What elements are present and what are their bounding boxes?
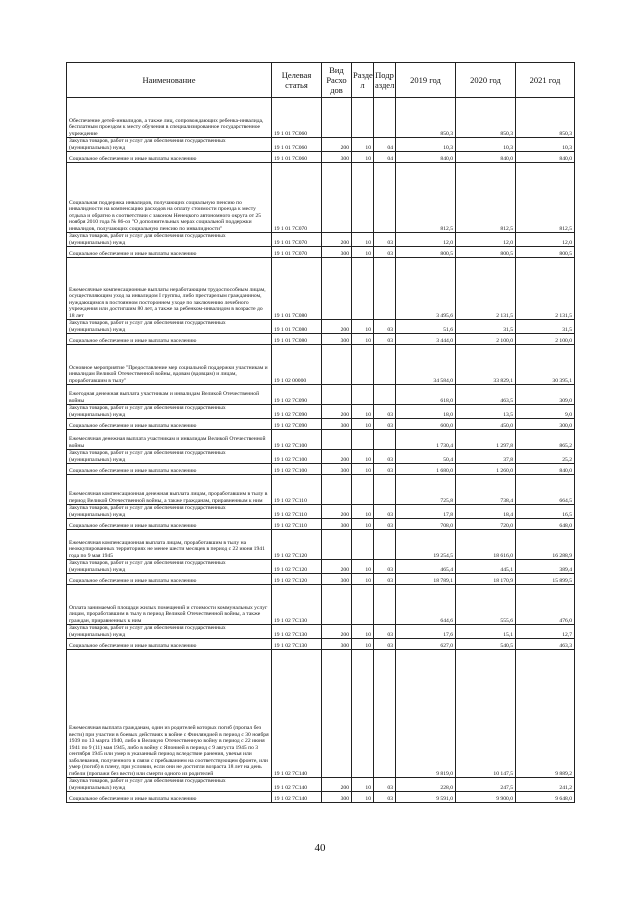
row-name: Закупка товаров, работ и услуг для обеспечения государственных (муниципальных) нужд — [67, 138, 272, 152]
row-type — [322, 385, 352, 405]
row-name: Социальное обеспечение и иные выплаты населению — [67, 334, 272, 345]
row-name: Ежемесячная компенсационная денежная выплата лицам, проработавшим в тылу в период Великой Отечественной войны, а также гражданам, приравненным к ним — [67, 475, 272, 505]
row-2019: 465,4 — [396, 560, 456, 574]
table-row — [67, 530, 575, 560]
row-2020: 15,1 — [456, 625, 516, 639]
row-type — [322, 585, 352, 625]
row-subsection: 03 — [374, 639, 396, 650]
row-target: 19 1 01 7С080 — [272, 258, 322, 320]
row-target: 19 1 02 7С090 — [272, 419, 322, 430]
row-target: 19 1 02 7С110 — [272, 475, 322, 505]
row-2020: 10,3 — [456, 138, 516, 152]
row-2021: 2 100,0 — [516, 334, 575, 345]
row-2021: 16 288,9 — [516, 530, 575, 560]
row-2020: 1 260,0 — [456, 464, 516, 475]
row-name: Ежемесячная компенсационная выплата лицам, проработавшим в тылу на неоккупированных территориях не менее шести месяцев в период с 22 июня 1941 года по 9 мая 1945 — [67, 530, 272, 560]
table-row — [67, 475, 575, 505]
row-2021: 812,5 — [516, 163, 575, 233]
row-subsection — [374, 385, 396, 405]
row-2020: 18 616,0 — [456, 530, 516, 560]
row-2019: 18,0 — [396, 405, 456, 419]
row-2019: 1 730,4 — [396, 430, 456, 450]
row-2021: 476,0 — [516, 585, 575, 625]
row-subsection: 04 — [374, 152, 396, 163]
table-row — [67, 778, 575, 792]
row-target: 19 1 01 7С080 — [272, 334, 322, 345]
row-2020: 33 829,1 — [456, 345, 516, 385]
row-2020: 13,5 — [456, 405, 516, 419]
row-section: 10 — [352, 505, 374, 519]
row-2020: 37,8 — [456, 450, 516, 464]
row-target: 19 1 02 7С140 — [272, 650, 322, 778]
row-subsection: 03 — [374, 419, 396, 430]
row-type — [322, 530, 352, 560]
row-subsection: 03 — [374, 450, 396, 464]
budget-table — [66, 62, 575, 803]
row-target: 19 1 02 7С130 — [272, 625, 322, 639]
row-name: Социальное обеспечение и иные выплаты населению — [67, 419, 272, 430]
row-2020: 9 900,0 — [456, 792, 516, 803]
row-2019: 34 584,0 — [396, 345, 456, 385]
table-row — [67, 639, 575, 650]
row-subsection: 03 — [374, 247, 396, 258]
row-name: Закупка товаров, работ и услуг для обеспечения государственных (муниципальных) нужд — [67, 505, 272, 519]
row-2020: 2 100,0 — [456, 334, 516, 345]
row-2020: 445,1 — [456, 560, 516, 574]
row-2020: 738,4 — [456, 475, 516, 505]
row-section: 10 — [352, 625, 374, 639]
col-header-name: Наименование — [67, 63, 272, 98]
row-subsection — [374, 475, 396, 505]
row-section: 10 — [352, 405, 374, 419]
row-name: Социальное обеспечение и иные выплаты населению — [67, 792, 272, 803]
row-name: Основное мероприятие "Предоставление мер социальной поддержки участникам и инвалидам Великой Отечественной войны, вдовам (вдовцам) и лицам, проработавшим в тылу" — [67, 345, 272, 385]
row-section — [352, 258, 374, 320]
row-2019: 600,0 — [396, 419, 456, 430]
row-section — [352, 530, 374, 560]
row-section — [352, 163, 374, 233]
row-2021: 850,3 — [516, 98, 575, 138]
row-section: 10 — [352, 574, 374, 585]
row-target: 19 1 01 7С060 — [272, 138, 322, 152]
row-2021: 241,2 — [516, 778, 575, 792]
row-target: 19 1 02 7С120 — [272, 530, 322, 560]
row-2021: 300,0 — [516, 419, 575, 430]
table-row — [67, 430, 575, 450]
row-2020: 800,5 — [456, 247, 516, 258]
row-subsection: 03 — [374, 519, 396, 530]
row-section: 10 — [352, 334, 374, 345]
row-section — [352, 430, 374, 450]
row-2020: 247,5 — [456, 778, 516, 792]
row-2019: 3 495,6 — [396, 258, 456, 320]
row-subsection — [374, 258, 396, 320]
row-2021: 800,5 — [516, 247, 575, 258]
col-header-2021: 2021 год — [516, 63, 575, 98]
row-target: 19 1 02 7С140 — [272, 792, 322, 803]
row-2019: 840,0 — [396, 152, 456, 163]
row-target: 19 1 02 7С100 — [272, 450, 322, 464]
row-section: 10 — [352, 450, 374, 464]
row-2021: 865,2 — [516, 430, 575, 450]
row-name: Закупка товаров, работ и услуг для обеспечения государственных (муниципальных) нужд — [67, 625, 272, 639]
table-row — [67, 320, 575, 334]
row-name: Ежемесячные компенсационные выплаты неработающим трудоспособным лицам, осуществляющим уход за инвалидом I группы, либо престарелым гражданином, нуждающимся в постоянном постороннем уходе по заключению лечебного учреждения или достигшим 80 лет, а также за ребенком-инвалидом в возрасте до 18 лет — [67, 258, 272, 320]
row-2021: 31,5 — [516, 320, 575, 334]
table-header-row — [67, 63, 575, 98]
row-target: 19 1 01 7С060 — [272, 98, 322, 138]
row-subsection: 03 — [374, 574, 396, 585]
row-subsection: 03 — [374, 505, 396, 519]
col-header-2020: 2020 год — [456, 63, 516, 98]
row-2019: 50,4 — [396, 450, 456, 464]
row-name: Оплата занимаемой площади жилых помещений и стоимости коммунальных услуг лицам, проработавшим в тылу в период Великой Отечественной войны, а также граждан, приравненных к ним — [67, 585, 272, 625]
row-2021: 664,5 — [516, 475, 575, 505]
row-type: 200 — [322, 405, 352, 419]
row-name: Социальное обеспечение и иные выплаты населению — [67, 464, 272, 475]
row-2021: 30 395,1 — [516, 345, 575, 385]
row-section — [352, 345, 374, 385]
row-subsection — [374, 163, 396, 233]
row-2019: 10,3 — [396, 138, 456, 152]
row-2021: 15 899,5 — [516, 574, 575, 585]
row-2019: 850,3 — [396, 98, 456, 138]
row-section — [352, 385, 374, 405]
row-name: Обеспечение детей-инвалидов, а также лиц, сопровождающих ребенка-инвалида, бесплатным проездом к месту обучения в специализированное государственное учреждение — [67, 98, 272, 138]
row-subsection: 03 — [374, 334, 396, 345]
table-row — [67, 419, 575, 430]
row-type: 300 — [322, 247, 352, 258]
row-2019: 725,8 — [396, 475, 456, 505]
row-target: 19 1 02 7С120 — [272, 560, 322, 574]
row-subsection: 03 — [374, 233, 396, 247]
row-subsection: 03 — [374, 778, 396, 792]
row-section: 10 — [352, 233, 374, 247]
row-name: Социальная поддержка инвалидов, получающих социальную пенсию по инвалидности на компенсацию расходов на оплату стоимости проезда к месту отдыха и обратно в соответствии с законом Ненецкого автономного округа от 25 ноября 2010 года № 86-оз "О дополнительных мерах социальной поддержки инвалидов, получающих социальную пенсию по инвалидности" — [67, 163, 272, 233]
row-type — [322, 475, 352, 505]
row-2020: 720,0 — [456, 519, 516, 530]
row-2020: 10 147,5 — [456, 650, 516, 778]
row-subsection — [374, 430, 396, 450]
row-subsection: 03 — [374, 405, 396, 419]
table-row — [67, 98, 575, 138]
row-2021: 16,5 — [516, 505, 575, 519]
row-target: 19 1 02 7С130 — [272, 585, 322, 625]
table-row — [67, 464, 575, 475]
row-target: 19 1 01 7С060 — [272, 152, 322, 163]
row-target: 19 1 02 7С090 — [272, 385, 322, 405]
row-target: 19 1 02 7С140 — [272, 778, 322, 792]
row-2019: 3 444,0 — [396, 334, 456, 345]
row-2020: 18,4 — [456, 505, 516, 519]
row-target: 19 1 01 7С080 — [272, 320, 322, 334]
row-2019: 9 819,0 — [396, 650, 456, 778]
row-type: 300 — [322, 334, 352, 345]
row-type — [322, 163, 352, 233]
table-row — [67, 519, 575, 530]
row-type: 200 — [322, 320, 352, 334]
row-type: 200 — [322, 505, 352, 519]
row-2021: 840,0 — [516, 152, 575, 163]
row-2021: 12,7 — [516, 625, 575, 639]
row-2019: 17,6 — [396, 625, 456, 639]
row-section: 10 — [352, 152, 374, 163]
row-type — [322, 345, 352, 385]
row-2021: 648,0 — [516, 519, 575, 530]
row-type: 200 — [322, 138, 352, 152]
table-row — [67, 574, 575, 585]
table-row — [67, 560, 575, 574]
row-2019: 12,0 — [396, 233, 456, 247]
row-2019: 708,0 — [396, 519, 456, 530]
row-section — [352, 585, 374, 625]
row-subsection: 03 — [374, 320, 396, 334]
row-name: Закупка товаров, работ и услуг для обеспечения государственных (муниципальных) нужд — [67, 320, 272, 334]
row-2019: 19 254,5 — [396, 530, 456, 560]
row-2021: 2 131,5 — [516, 258, 575, 320]
row-2021: 9 889,2 — [516, 650, 575, 778]
row-type — [322, 650, 352, 778]
row-2020: 555,6 — [456, 585, 516, 625]
row-type: 300 — [322, 419, 352, 430]
table-row — [67, 585, 575, 625]
row-section: 10 — [352, 639, 374, 650]
row-type — [322, 258, 352, 320]
row-2021: 9,0 — [516, 405, 575, 419]
row-2019: 228,0 — [396, 778, 456, 792]
row-2019: 618,0 — [396, 385, 456, 405]
row-name: Ежемесячная выплата гражданам, один из родителей которых погиб (пропал без вести) при участии в боевых действиях в войне с Финляндией в период с 30 ноября 1939 по 13 марта 1940, либо в Великую Отечественную войну в период с 22 июня 1941 по 9 (11) мая 1945, либо в войну с Японией в период с 9 августа 1945 по 3 сентября 1945 или умер в указанный период вследствие ранения, увечья или заболевания, полученного в связи с пребыванием на соответствующем фронте, или умер (погиб) в плену, при условии, если они не достигли возраста 18 лет на день гибели (пропажи без вести) или смерти одного из родителей — [67, 650, 272, 778]
col-header-subsection: Подр аздел — [374, 63, 396, 98]
row-subsection — [374, 585, 396, 625]
row-2021: 463,3 — [516, 639, 575, 650]
table-row — [67, 385, 575, 405]
table-row — [67, 450, 575, 464]
row-type: 200 — [322, 778, 352, 792]
row-subsection — [374, 530, 396, 560]
row-section: 10 — [352, 560, 374, 574]
row-target: 19 1 02 7С110 — [272, 519, 322, 530]
table-row — [67, 625, 575, 639]
row-type: 200 — [322, 560, 352, 574]
table-body — [67, 98, 575, 803]
row-target: 19 1 02 00000 — [272, 345, 322, 385]
row-2020: 18 170,9 — [456, 574, 516, 585]
row-2021: 840,0 — [516, 464, 575, 475]
row-type: 300 — [322, 464, 352, 475]
row-section: 10 — [352, 464, 374, 475]
row-name: Ежегодная денежная выплата участникам и инвалидам Великой Отечественной войны — [67, 385, 272, 405]
row-target: 19 1 02 7С130 — [272, 639, 322, 650]
row-name: Социальное обеспечение и иные выплаты населению — [67, 247, 272, 258]
row-section: 10 — [352, 320, 374, 334]
col-header-section: Разде л — [352, 63, 374, 98]
row-subsection: 04 — [374, 138, 396, 152]
row-name: Социальное обеспечение и иные выплаты населению — [67, 639, 272, 650]
row-2019: 1 680,0 — [396, 464, 456, 475]
row-2021: 25,2 — [516, 450, 575, 464]
row-subsection — [374, 345, 396, 385]
row-2019: 627,0 — [396, 639, 456, 650]
table-row — [67, 792, 575, 803]
row-target: 19 1 01 7С070 — [272, 233, 322, 247]
table-row — [67, 247, 575, 258]
row-2019: 800,5 — [396, 247, 456, 258]
row-name: Социальное обеспечение и иные выплаты населению — [67, 152, 272, 163]
col-header-2019: 2019 год — [396, 63, 456, 98]
row-name: Закупка товаров, работ и услуг для обеспечения государственных (муниципальных) нужд — [67, 233, 272, 247]
row-2021: 9 648,0 — [516, 792, 575, 803]
row-2021: 12,0 — [516, 233, 575, 247]
row-2020: 463,5 — [456, 385, 516, 405]
page-number: 40 — [314, 842, 326, 854]
row-2020: 850,3 — [456, 98, 516, 138]
row-2020: 2 131,5 — [456, 258, 516, 320]
table-row — [67, 345, 575, 385]
row-subsection — [374, 650, 396, 778]
row-type: 200 — [322, 625, 352, 639]
row-name: Социальное обеспечение и иные выплаты населению — [67, 574, 272, 585]
row-section — [352, 650, 374, 778]
row-2019: 17,8 — [396, 505, 456, 519]
col-header-type: Вид Расхо дов — [322, 63, 352, 98]
row-subsection: 03 — [374, 464, 396, 475]
row-type: 300 — [322, 519, 352, 530]
row-2020: 840,0 — [456, 152, 516, 163]
row-section — [352, 475, 374, 505]
row-name: Закупка товаров, работ и услуг для обеспечения государственных (муниципальных) нужд — [67, 450, 272, 464]
row-2020: 450,0 — [456, 419, 516, 430]
row-2021: 10,3 — [516, 138, 575, 152]
table-row — [67, 233, 575, 247]
row-2020: 1 297,8 — [456, 430, 516, 450]
table-row — [67, 650, 575, 778]
row-section: 10 — [352, 792, 374, 803]
table-row — [67, 152, 575, 163]
row-2019: 51,6 — [396, 320, 456, 334]
row-name: Закупка товаров, работ и услуг для обеспечения государственных (муниципальных) нужд — [67, 560, 272, 574]
row-2020: 812,5 — [456, 163, 516, 233]
row-target: 19 1 02 7С100 — [272, 464, 322, 475]
col-header-target: Целевая статья — [272, 63, 322, 98]
row-type: 300 — [322, 574, 352, 585]
table-row — [67, 505, 575, 519]
row-name: Социальное обеспечение и иные выплаты населению — [67, 519, 272, 530]
row-section: 10 — [352, 519, 374, 530]
row-target: 19 1 01 7С070 — [272, 247, 322, 258]
row-subsection: 03 — [374, 625, 396, 639]
table-row — [67, 258, 575, 320]
row-name: Ежемесячная денежная выплата участникам и инвалидам Великой Отечественной войны — [67, 430, 272, 450]
row-type: 300 — [322, 639, 352, 650]
row-target: 19 1 02 7С100 — [272, 430, 322, 450]
row-name: Закупка товаров, работ и услуг для обеспечения государственных (муниципальных) нужд — [67, 778, 272, 792]
row-2021: 389,4 — [516, 560, 575, 574]
row-type — [322, 98, 352, 138]
row-2019: 812,5 — [396, 163, 456, 233]
row-subsection: 03 — [374, 792, 396, 803]
row-type: 200 — [322, 450, 352, 464]
table-row — [67, 334, 575, 345]
row-2021: 309,0 — [516, 385, 575, 405]
row-target: 19 1 02 7С120 — [272, 574, 322, 585]
row-type: 200 — [322, 233, 352, 247]
row-2019: 9 591,0 — [396, 792, 456, 803]
row-section: 10 — [352, 778, 374, 792]
row-2019: 18 789,1 — [396, 574, 456, 585]
row-section — [352, 98, 374, 138]
row-name: Закупка товаров, работ и услуг для обеспечения государственных (муниципальных) нужд — [67, 405, 272, 419]
row-section: 10 — [352, 247, 374, 258]
row-type: 300 — [322, 792, 352, 803]
table-row — [67, 405, 575, 419]
row-target: 19 1 01 7С070 — [272, 163, 322, 233]
row-2020: 540,5 — [456, 639, 516, 650]
row-2019: 644,6 — [396, 585, 456, 625]
row-type: 300 — [322, 152, 352, 163]
row-target: 19 1 02 7С090 — [272, 405, 322, 419]
row-subsection: 03 — [374, 560, 396, 574]
table-row — [67, 163, 575, 233]
row-2020: 31,5 — [456, 320, 516, 334]
row-target: 19 1 02 7С110 — [272, 505, 322, 519]
row-2020: 12,0 — [456, 233, 516, 247]
row-section: 10 — [352, 138, 374, 152]
row-section: 10 — [352, 419, 374, 430]
row-subsection — [374, 98, 396, 138]
row-type — [322, 430, 352, 450]
table-row — [67, 138, 575, 152]
